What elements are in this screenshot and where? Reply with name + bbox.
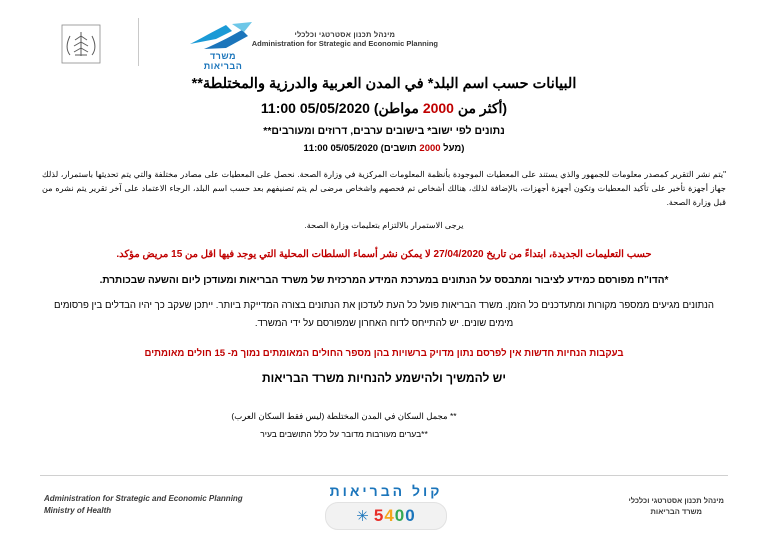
- title-subtitle-hebrew: נתונים לפי ישוב* בישובים ערבים, דרוזים ומעורבים**: [263, 124, 505, 137]
- footer-divider: [40, 475, 728, 476]
- arabic-body-block: [42, 168, 726, 233]
- page-footer: [0, 475, 768, 537]
- header-admin-english: Administration for Strategic and Economic Planning: [251, 39, 438, 49]
- hebrew-red-notice: בעקבות הנחיות חדשות אין לפרסם נתון מדויק ברשויות בהן מספר החולים המאומתים נמוך מ- 15 חולים מאומתים: [144, 347, 624, 359]
- ministry-of-health-logo: [168, 22, 278, 71]
- state-emblem-icon: [58, 24, 104, 64]
- hebrew-final-statement: יש להמשיך ולהישמע להנחיות משרד הבריאות: [262, 370, 506, 385]
- footer-left-text: [44, 493, 243, 517]
- arabic-paragraph-2: يرجى الاستمرار بالالتزام بتعليمات وزارة الصحة.: [304, 220, 464, 230]
- title-sub1-suffix: مواطن) 05/05/2020 11:00: [260, 99, 423, 116]
- asterisk-icon: ✳: [356, 508, 369, 525]
- kol-digit-3: 0: [394, 506, 406, 525]
- hebrew-body-block: [46, 272, 722, 384]
- title-subtitle-arabic: [0, 100, 768, 117]
- title-sub3-number: 2000: [419, 142, 441, 154]
- title-block: [0, 74, 768, 154]
- hebrew-paragraph: הנתונים מגיעים ממספר מקורות ומתעדכנים כל הזמן. משרד הבריאות פועל כל העת לעדכון את הנתונים בצורה המדייקת ביותר. ייתכן שעקב כך יהיו הבדלים בין פרסומים מימים שונים. יש להתייחס לדוח האחרון שמפורסם על ידי המשרד.: [54, 300, 714, 330]
- kol-habriut-logo: [306, 483, 466, 530]
- kol-digit-2: 4: [384, 506, 395, 525]
- kol-digit-1: 5: [373, 506, 385, 525]
- page-header: [0, 0, 768, 71]
- footer-left-line1: Administration for Strategic and Economic Planning: [44, 494, 243, 503]
- kol-habriut-text: קול הבריאות: [329, 483, 443, 499]
- kol-habriut-number-pill[interactable]: [325, 502, 447, 530]
- footer-left-line2: Ministry of Health: [44, 506, 112, 515]
- footnote-hebrew: **בערים מעורבות מדובר על כלל התושבים בעיר: [260, 429, 428, 440]
- title-sub1-prefix: (أكثر من: [453, 99, 508, 116]
- title-subtitle-hebrew-2: [0, 143, 768, 154]
- arabic-red-notice: حسب التعليمات الجديدة، ابتداءً من تاريخ 27/04/2020 لا يمكن نشر أسماء السلطات المحلية التي يوجد فيها اقل من 15 مريض مؤكد.: [116, 249, 652, 261]
- footnote-arabic: ** مجمل السكان في المدن المختلطة (ليس فقط السكان العرب): [231, 410, 457, 421]
- kol-digit-4: 0: [405, 506, 416, 525]
- page-title: البيانات حسب اسم البلد* في المدن العربية والدرزية والمختلطة**: [191, 76, 577, 92]
- footer-right-line2: משרד הבריאות: [650, 507, 702, 517]
- header-admin-hebrew: מינהל תכנון אסטרטגי וכלכלי: [294, 30, 396, 39]
- arabic-paragraph-1: "يتم نشر التقرير كمصدر معلومات للجمهور والذي يستند على المعطيات الموجودة بأنظمة المعلومات المركزية في وزارة الصحة. نحصل على المعطيات على مصادر مختلفة والتي يتم تحديثها باستمرار، لذلك جهاز أجهزة تأخير على تأكيد المعطيات وتكون أجهزة أجهزات، بالإضافة لذلك، هنالك أشخاص تم فحصهم واشخاص مرضى لم يتم تصنيفهم بعد حسب اسم البلد، الرجاء الاعتماد على آخر تقرير يتم نشره من قبل وزارة الصحة.: [42, 169, 726, 208]
- moh-logo-text: משרד הבריאות: [203, 51, 243, 71]
- title-sub1-number: 2000: [422, 99, 454, 116]
- title-sub3-suffix: תושבים) 05/05/2020 11:00: [303, 142, 420, 154]
- hebrew-note-line: *הדו"ח מפורסם כמידע לציבור ומתבסס על הנתונים במערכת המידע המרכזית של משרד הבריאות ומעודכן ליום והשעה שבכותרת.: [99, 275, 669, 287]
- header-divider: [138, 18, 139, 66]
- footer-right-text: [629, 495, 725, 518]
- title-sub3-prefix: (מעל: [440, 142, 465, 154]
- footnotes-block: [40, 407, 648, 444]
- footer-right-line1: מינהל תכנון אסטרטגי וכלכלי: [628, 496, 724, 505]
- header-administration-block: [252, 30, 438, 49]
